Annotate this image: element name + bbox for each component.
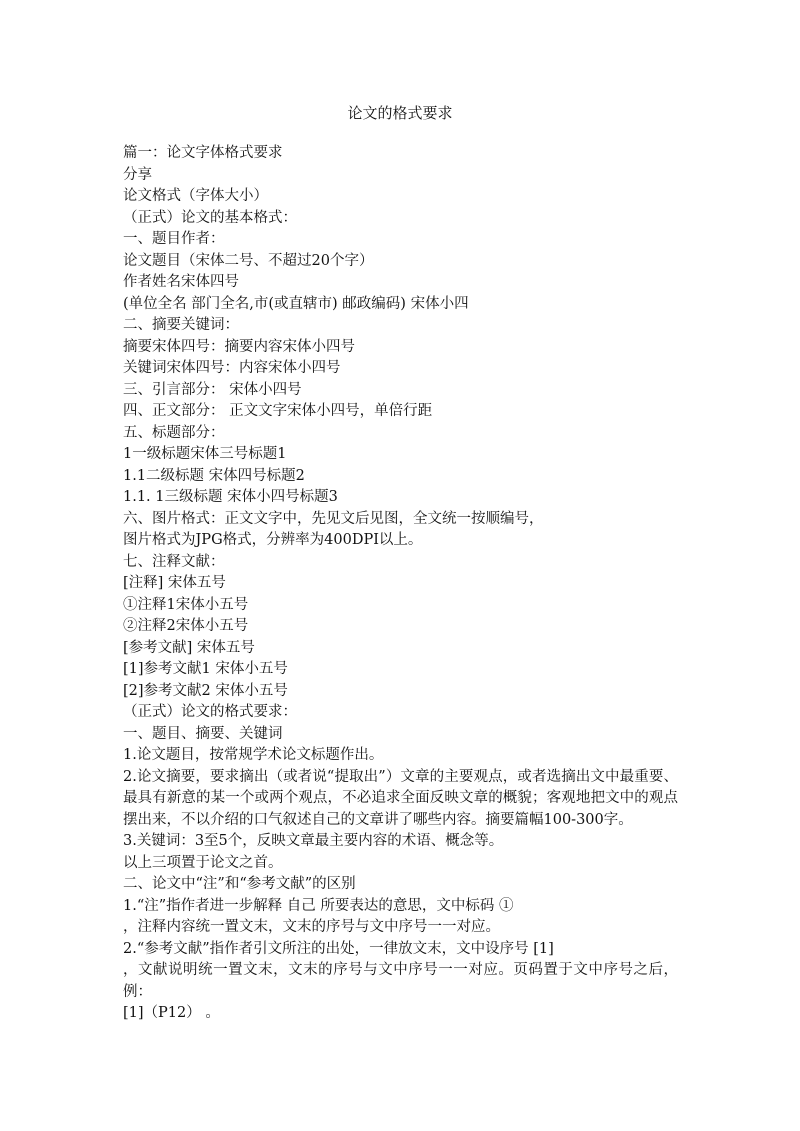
references-paragraph: ，文献说明统一置文末，文末的序号与文中序号一一对应。页码置于文中序号之后，例：: [123, 962, 678, 1000]
text-line: 1.论文题目，按常规学术论文标题作出。: [123, 747, 384, 763]
text-line: 四、正文部分： 正文文字宋体小四号，单倍行距: [123, 403, 433, 419]
text-line: [1]（P12） 。: [123, 1005, 220, 1021]
text-line: 摘要宋体四号：摘要内容宋体小四号: [123, 338, 355, 355]
text-line: 关键词宋体四号：内容宋体小四号: [123, 360, 341, 376]
text-line: （正式）论文的格式要求：: [123, 704, 297, 720]
text-line: 论文格式（字体大小）: [123, 188, 268, 204]
text-line: 图片格式为JPG格式，分辨率为400DPI以上。: [123, 532, 423, 548]
document-body: [123, 143, 678, 1025]
abstract-paragraph: 2.论文摘要，要求摘出（或者说“提取出”）文章的主要观点，或者选摘出文中最重要、最具有新意的某一个或两个观点，不必追求全面反映文章的概貌；客观地把文中的观点摆出来，不以介绍的口气叙述自己的文章讲了哪些内容。摘要篇幅100-300字。: [123, 768, 678, 828]
text-line: 二、论文中“注”和“参考文献”的区别: [123, 876, 356, 892]
text-line: 1一级标题宋体三号标题1: [123, 446, 287, 462]
text-line: 2.“参考文献”指作者引文所注的出处，一律放文末，文中设序号 [1]: [123, 940, 554, 957]
text-line: [1]参考文献1 宋体小五号: [123, 661, 288, 677]
document-title: 论文的格式要求: [347, 104, 453, 122]
text-line: ，注释内容统一置文末，文末的序号与文中序号一一对应。: [123, 919, 500, 935]
text-line: ②注释2宋体小五号: [123, 618, 249, 634]
text-line: 1.“注”指作者进一步解释 自己 所要表达的意思，文中标码 ①: [123, 897, 514, 914]
text-line: 作者姓名宋体四号: [123, 274, 239, 290]
text-line: 一、题目作者：: [123, 231, 225, 247]
text-line: [参考文献] 宋体五号: [123, 639, 255, 656]
text-line: 3.关键词：3至5个，反映文章最主要内容的术语、概念等。: [123, 833, 504, 849]
text-line: [注释] 宋体五号: [123, 575, 226, 591]
text-line: 一、题目、摘要、关键词: [123, 725, 283, 742]
text-line: [2]参考文献2 宋体小五号: [123, 682, 288, 699]
text-line: （正式）论文的基本格式：: [123, 209, 297, 226]
text-line: 五、标题部分：: [123, 424, 225, 441]
text-line: 1.1二级标题 宋体四号标题2: [123, 467, 305, 484]
text-line: ①注释1宋体小五号: [123, 596, 249, 613]
text-line: 论文题目（宋体二号、不超过20个字）: [123, 252, 374, 269]
text-line: 七、注释文献：: [123, 553, 225, 570]
text-line: 三、引言部分： 宋体小四号: [123, 381, 302, 398]
text-line: 分享: [123, 166, 152, 183]
text-line: 篇一：论文字体格式要求: [123, 145, 283, 161]
text-line: (单位全名 部门全名,市(或直辖市) 邮政编码) 宋体小四: [123, 295, 469, 312]
text-line: 1.1. 1三级标题 宋体小四号标题3: [123, 489, 338, 505]
text-line: 二、摘要关键词：: [123, 317, 239, 333]
text-line: 六、图片格式：正文文字中，先见文后见图，全文统一按顺编号，: [123, 510, 544, 527]
text-line: 以上三项置于论文之首。: [123, 854, 283, 871]
